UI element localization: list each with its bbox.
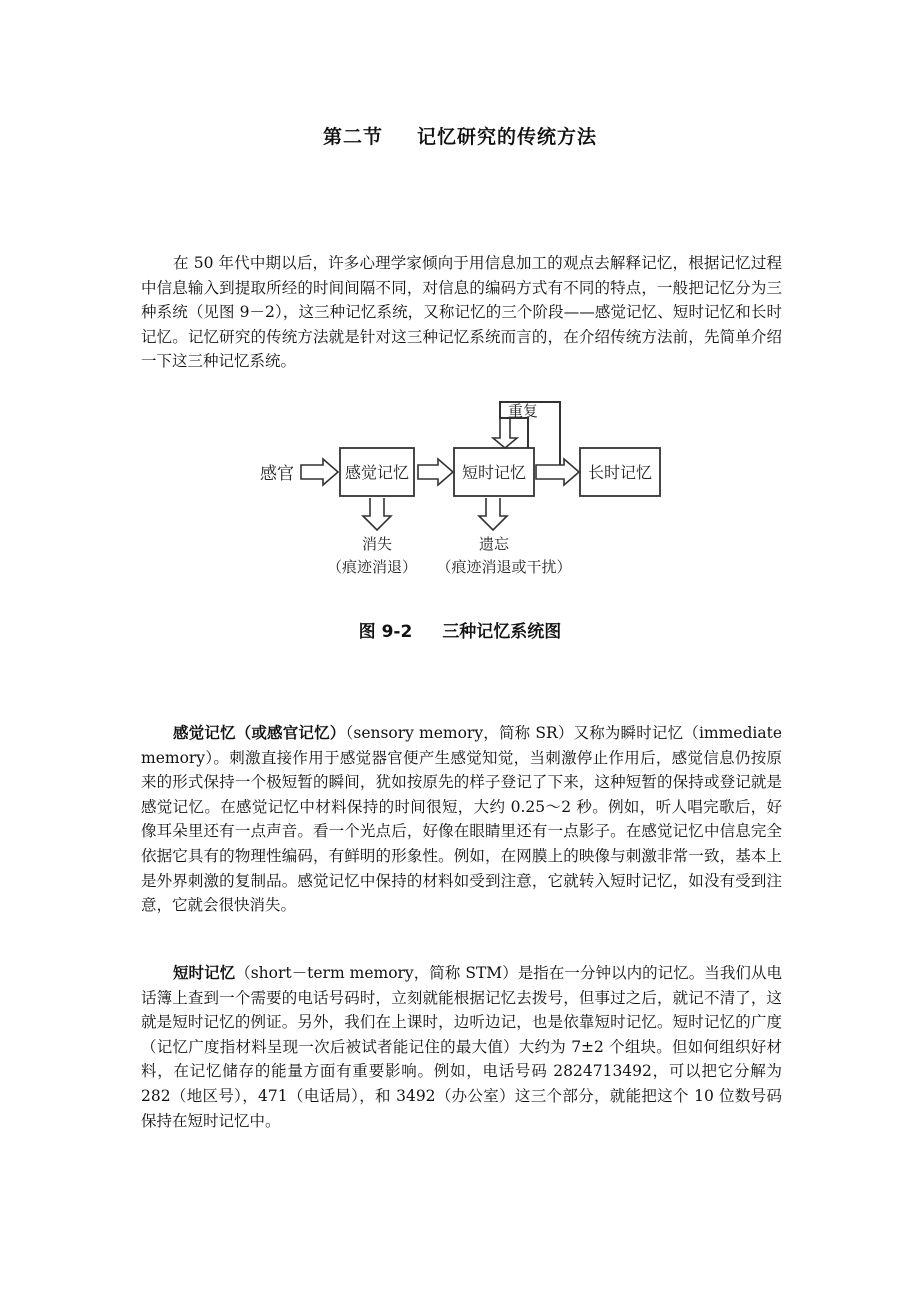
diagram-short-term-label: 短时记忆 — [461, 463, 527, 482]
intro-paragraph: 在 50 年代中期以后，许多心理学家倾向于用信息加工的观点去解释记忆，根据记忆过程中信息输入到提取所经的时间间隔不同，对信息的编码方式有不同的特点，一般把记忆分为三种系统（见图 9－2），这三种记忆系统，又称记忆的三个阶段——感觉记忆、短时记忆和长时记忆。记忆研究的传统方法就是针对这三种记忆系统而言的，在介绍传统方法前，先简单介绍一下这三种记忆系统。 — [141, 254, 782, 371]
diagram-input-label: 感官 — [260, 464, 294, 484]
memory-system-diagram — [254, 400, 664, 580]
section-heading: 记忆研究的传统方法 — [417, 126, 598, 148]
figure-number: 图 9-2 — [358, 622, 413, 642]
diagram-long-term-label: 长时记忆 — [587, 463, 653, 482]
arrow-sensory-loss — [363, 498, 391, 530]
figure-caption — [0, 620, 920, 644]
sensory-memory-paragraph — [141, 721, 782, 918]
diagram-loss-short: 遗忘 — [478, 535, 510, 553]
diagram-loss-short-reason: （痕迹消退或干扰） — [436, 558, 572, 576]
page-title — [0, 124, 920, 150]
short-term-memory-term: 短时记忆 — [173, 964, 236, 982]
arrow-sensory-to-short — [418, 459, 453, 485]
rehearsal-arrow-down — [493, 418, 517, 448]
sensory-memory-term: 感觉记忆（或感官记忆） — [173, 724, 346, 742]
sensory-memory-body: （sensory memory，简称 SR）又称为瞬时记忆（immediate memory）。刺激直接作用于感觉器官便产生感觉知觉，当刺激停止作用后，感觉信息仍按原来的形式保持一个极短暂的瞬间，犹如按原先的样子登记了下来，这种短暂的保持或登记就是感觉记忆。在感觉记忆中材料保持的时间很短，大约 0.25～2 秒。例如，听人唱完歌后，好像耳朵里还有一点声音。看一个光点后，好像在眼睛里还有一点影子。在感觉记忆中信息完全依据它具有的物理性编码，有鲜明的形象性。例如，在网膜上的映像与刺激非常一致，基本上是外界刺激的复制品。感觉记忆中保持的材料如受到注意，它就转入短时记忆，如没有受到注意，它就会很快消失。 — [141, 724, 782, 915]
figure-title: 三种记忆系统图 — [442, 622, 562, 642]
arrow-short-to-long — [536, 459, 579, 485]
short-term-memory-body: （short－term memory，简称 STM）是指在一分钟以内的记忆。当我们从电话簿上查到一个需要的电话号码时，立刻就能根据记忆去拨号，但事过之后，就记不清了，这就是短时记忆的例证。另外，我们在上课时，边听边记，也是依靠短时记忆。短时记忆的广度（记忆广度指材料呈现一次后被试者能记住的最大值）大约为 7±2 个组块。但如何组织好材料，在记忆储存的能量方面有重要影响。例如，电话号码 2824713492，可以把它分解为 282（地区号），471（电话局），和 3492（办公室）这三个部分，就能把这个 10 位数号码保持在短时记忆中。 — [141, 964, 782, 1130]
short-term-memory-paragraph — [141, 961, 782, 1133]
diagram-loss-sensory-reason: （痕迹消退） — [326, 558, 418, 576]
arrow-short-loss — [479, 498, 507, 530]
diagram-rehearsal-label: 重复 — [508, 402, 539, 420]
section-label: 第二节 — [322, 126, 383, 148]
arrow-input-to-sensory — [301, 459, 338, 485]
diagram-loss-sensory: 消失 — [361, 535, 393, 553]
diagram-sensory-label: 感觉记忆 — [344, 463, 410, 482]
